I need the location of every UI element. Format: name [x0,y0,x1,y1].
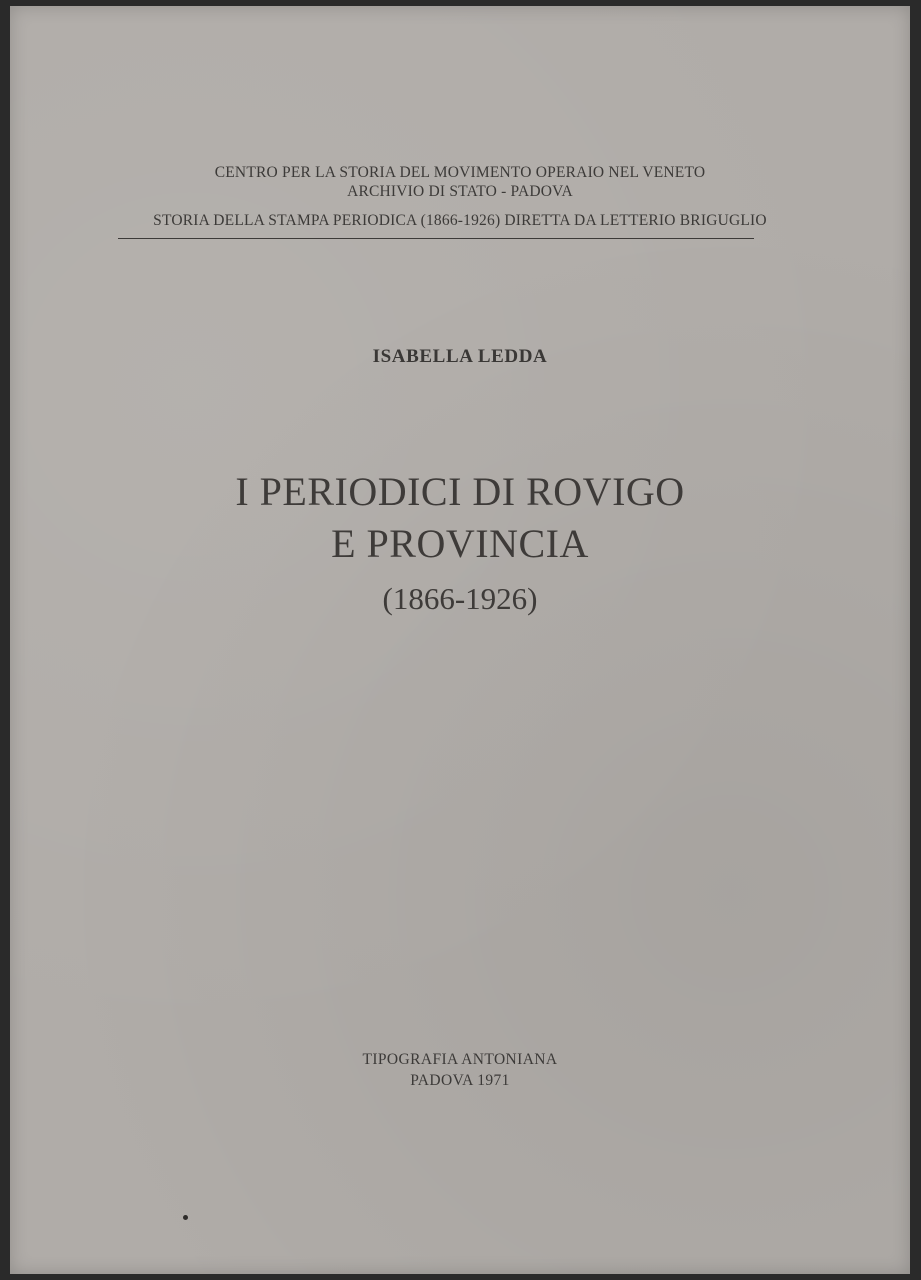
institution-name: CENTRO PER LA STORIA DEL MOVIMENTO OPERAIO NEL VENETO [214,164,706,181]
book-cover [10,6,910,1274]
book-title-years: (1866-1926) [382,581,538,616]
ink-speck [183,1215,188,1220]
book-title-line-2: E PROVINCIA [331,521,589,566]
author-name: ISABELLA LEDDA [372,346,548,367]
publisher-name: TIPOGRAFIA ANTONIANA [362,1051,558,1068]
series-title: STORIA DELLA STAMPA PERIODICA (1866-1926) DIRETTA DA LETTERIO BRIGUGLIO [153,212,767,229]
header-divider [118,238,754,239]
book-title-line-1: I PERIODICI DI ROVIGO [235,469,685,514]
archive-name: ARCHIVIO DI STATO - PADOVA [347,183,573,200]
publisher-place-year: PADOVA 1971 [410,1072,510,1089]
